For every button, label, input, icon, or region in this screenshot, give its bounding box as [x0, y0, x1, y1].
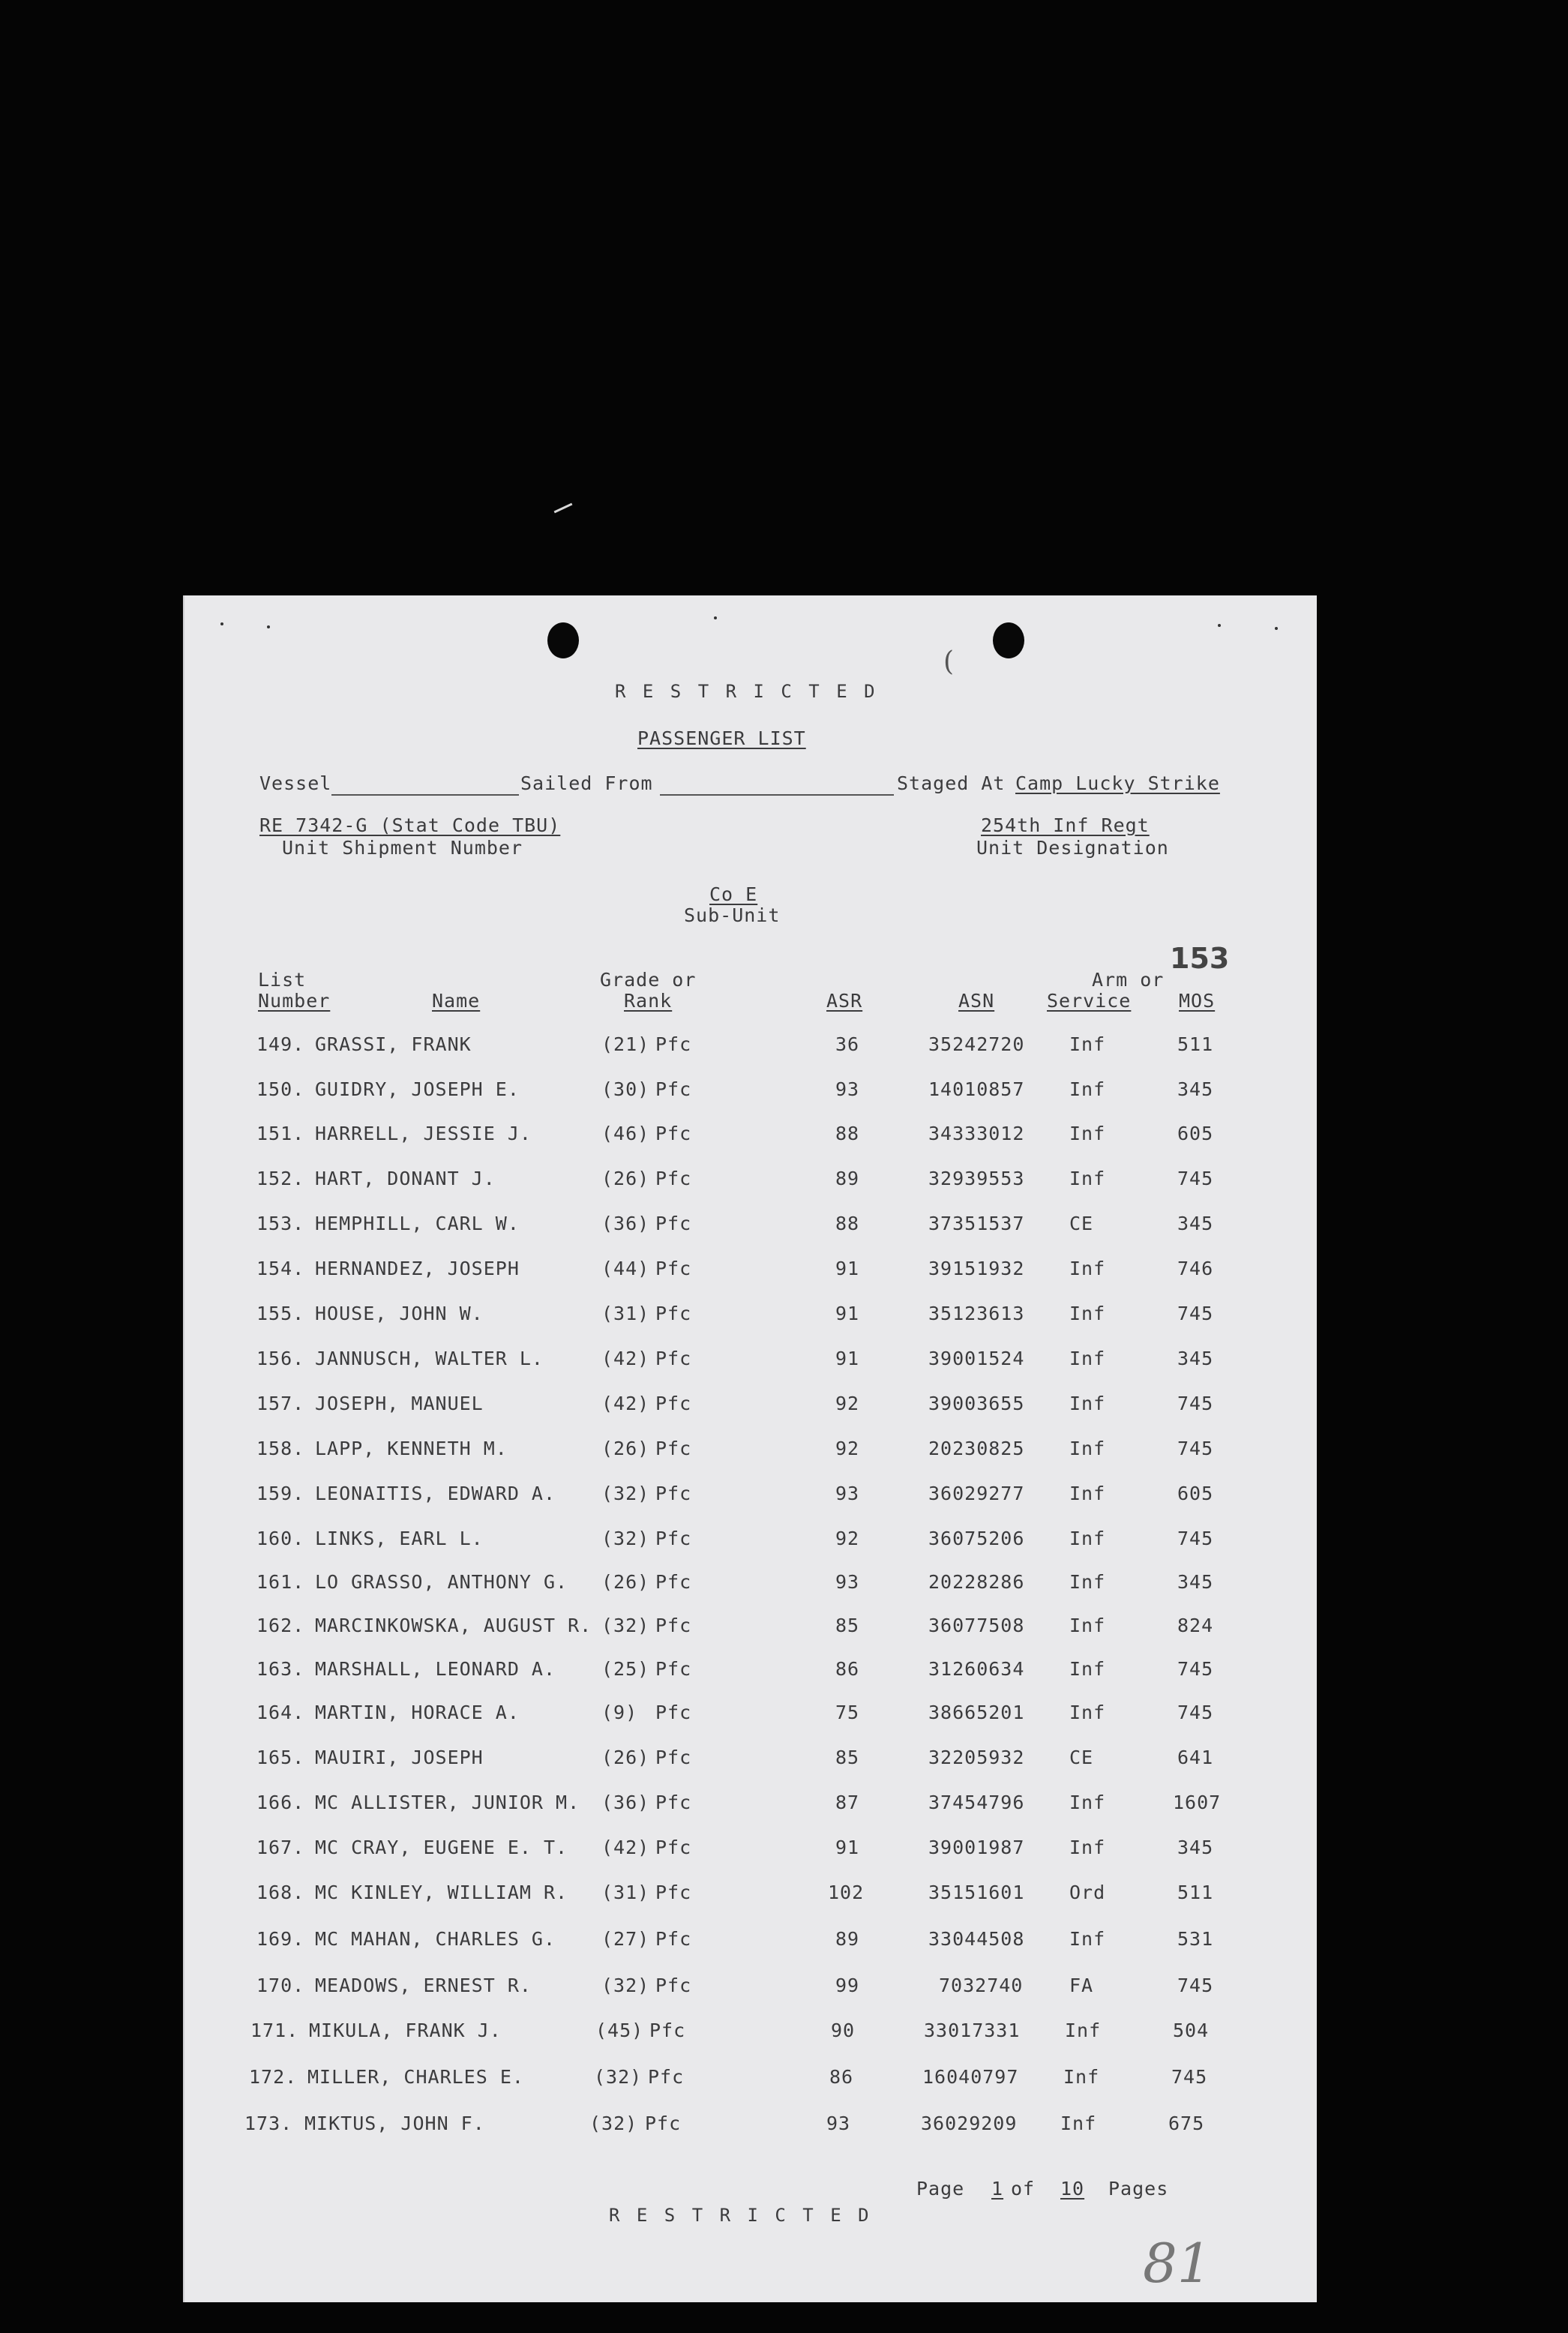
col-asr-label: ASR	[826, 990, 863, 1012]
age-code: (26)	[601, 1747, 650, 1768]
table-row	[184, 1882, 1317, 1919]
passenger-name: LAPP, KENNETH M.	[315, 1438, 508, 1459]
arm-of-service: Inf	[1060, 2113, 1097, 2134]
passenger-name: LINKS, EARL L.	[315, 1528, 484, 1549]
speck	[1275, 627, 1278, 630]
speck	[714, 616, 717, 619]
rank: Pfc	[655, 1528, 692, 1549]
age-code: (32)	[594, 2066, 643, 2088]
table-row	[184, 1483, 1317, 1520]
list-number: 166.	[256, 1792, 305, 1813]
mos-code: 745	[1177, 1303, 1214, 1324]
list-number: 162.	[256, 1615, 305, 1636]
pages-label: Pages	[1108, 2178, 1169, 2200]
rank: Pfc	[655, 1702, 692, 1723]
classification-footer: R E S T R I C T E D	[609, 2205, 872, 2226]
list-number: 172.	[249, 2066, 298, 2088]
arm-of-service: Inf	[1069, 1258, 1106, 1279]
list-number: 169.	[256, 1928, 305, 1950]
rank: Pfc	[655, 1571, 692, 1593]
col-grade-label-1: Grade or	[600, 969, 697, 991]
asr-score: 92	[835, 1393, 860, 1414]
sub-unit-label: Sub-Unit	[684, 904, 781, 926]
army-serial-number: 14010857	[928, 1078, 1025, 1100]
scanner-mark	[554, 503, 573, 514]
table-row	[184, 1258, 1317, 1295]
table-row	[184, 2020, 1317, 2057]
sailed-from-blank	[660, 794, 894, 796]
unit-designation-label: Unit Designation	[976, 837, 1169, 859]
unit-shipment-number: RE 7342-G (Stat Code TBU)	[259, 814, 561, 836]
mos-code: 345	[1177, 1571, 1214, 1593]
rank: Pfc	[648, 2066, 685, 2088]
passenger-name: MIKTUS, JOHN F.	[304, 2113, 485, 2134]
passenger-name: MIKULA, FRANK J.	[309, 2020, 502, 2041]
age-code: (32)	[589, 2113, 638, 2134]
asr-score: 89	[835, 1168, 860, 1189]
army-serial-number: 32939553	[928, 1168, 1025, 1189]
asr-score: 93	[835, 1571, 860, 1593]
list-number: 173.	[244, 2113, 293, 2134]
rank: Pfc	[655, 1123, 692, 1144]
rank: Pfc	[655, 1747, 692, 1768]
passenger-name: MARCINKOWSKA, AUGUST R.	[315, 1615, 592, 1636]
mos-code: 511	[1177, 1882, 1214, 1903]
rank: Pfc	[655, 1483, 692, 1504]
arm-of-service: Inf	[1063, 2066, 1100, 2088]
army-serial-number: 32205932	[928, 1747, 1025, 1768]
army-serial-number: 39001524	[928, 1348, 1025, 1369]
rank: Pfc	[649, 2020, 686, 2041]
army-serial-number: 31260634	[928, 1658, 1025, 1680]
rank: Pfc	[655, 1213, 692, 1234]
age-code: (30)	[601, 1078, 650, 1100]
arm-of-service: Inf	[1069, 1393, 1106, 1414]
army-serial-number: 39003655	[928, 1393, 1025, 1414]
rank: Pfc	[655, 1033, 692, 1055]
table-row	[184, 1348, 1317, 1385]
army-serial-number: 39001987	[928, 1837, 1025, 1858]
list-number: 170.	[256, 1975, 305, 1996]
speck	[267, 625, 270, 628]
col-list-label-1: List	[258, 969, 307, 991]
rank: Pfc	[655, 1393, 692, 1414]
table-row	[184, 1213, 1317, 1250]
speck	[220, 622, 223, 625]
mos-code: 605	[1177, 1483, 1214, 1504]
vessel-label: Vessel	[259, 772, 332, 794]
army-serial-number: 34333012	[928, 1123, 1025, 1144]
table-row	[184, 1928, 1317, 1966]
age-code: (31)	[601, 1303, 650, 1324]
army-serial-number: 37454796	[928, 1792, 1025, 1813]
rank: Pfc	[655, 1168, 692, 1189]
army-serial-number: 39151932	[928, 1258, 1025, 1279]
mos-code: 745	[1177, 1702, 1214, 1723]
arm-of-service: Ord	[1069, 1882, 1106, 1903]
army-serial-number: 16040797	[922, 2066, 1019, 2088]
passenger-name: MARSHALL, LEONARD A.	[315, 1658, 556, 1680]
list-number: 159.	[256, 1483, 305, 1504]
army-serial-number: 35123613	[928, 1303, 1025, 1324]
asr-score: 93	[826, 2113, 851, 2134]
passenger-name: MAUIRI, JOSEPH	[315, 1747, 484, 1768]
table-row	[184, 1658, 1317, 1696]
asr-score: 91	[835, 1303, 860, 1324]
passenger-name: MC MAHAN, CHARLES G.	[315, 1928, 556, 1950]
table-row	[184, 1528, 1317, 1565]
army-serial-number: 36029277	[928, 1483, 1025, 1504]
age-code: (32)	[601, 1483, 650, 1504]
asr-score: 93	[835, 1078, 860, 1100]
mos-code: 745	[1177, 1393, 1214, 1414]
list-number: 171.	[250, 2020, 299, 2041]
rank: Pfc	[655, 1658, 692, 1680]
stamp-number: 153	[1170, 942, 1230, 975]
mos-code: 745	[1177, 1658, 1214, 1680]
arm-of-service: Inf	[1069, 1928, 1106, 1950]
mos-code: 345	[1177, 1078, 1214, 1100]
sailed-from-label: Sailed From	[520, 772, 653, 794]
list-number: 163.	[256, 1658, 305, 1680]
table-row	[184, 2113, 1317, 2150]
asr-score: 93	[835, 1483, 860, 1504]
asr-score: 86	[829, 2066, 854, 2088]
asr-score: 89	[835, 1928, 860, 1950]
rank: Pfc	[655, 1303, 692, 1324]
unit-designation: 254th Inf Regt	[981, 814, 1150, 836]
list-number: 153.	[256, 1213, 305, 1234]
passenger-name: HART, DONANT J.	[315, 1168, 496, 1189]
mos-code: 504	[1173, 2020, 1210, 2041]
army-serial-number: 36077508	[928, 1615, 1025, 1636]
army-serial-number: 35242720	[928, 1033, 1025, 1055]
passenger-name: LO GRASSO, ANTHONY G.	[315, 1571, 568, 1593]
handwritten-number: 81	[1143, 2232, 1212, 2295]
passenger-name: MC CRAY, EUGENE E. T.	[315, 1837, 568, 1858]
army-serial-number: 33044508	[928, 1928, 1025, 1950]
army-serial-number: 20228286	[928, 1571, 1025, 1593]
table-row	[184, 2066, 1317, 2104]
mos-code: 641	[1177, 1747, 1214, 1768]
mos-code: 745	[1177, 1528, 1214, 1549]
table-row	[184, 1393, 1317, 1430]
passenger-name: JANNUSCH, WALTER L.	[315, 1348, 544, 1369]
arm-of-service: Inf	[1069, 1078, 1106, 1100]
table-row	[184, 1438, 1317, 1475]
list-number: 154.	[256, 1258, 305, 1279]
mos-code: 1607	[1173, 1792, 1222, 1813]
mos-code: 675	[1168, 2113, 1205, 2134]
mos-code: 531	[1177, 1928, 1214, 1950]
arm-of-service: Inf	[1069, 1438, 1106, 1459]
mos-code: 745	[1177, 1438, 1214, 1459]
list-number: 149.	[256, 1033, 305, 1055]
document-page	[183, 595, 1317, 2302]
age-code: (44)	[601, 1258, 650, 1279]
document-title: PASSENGER LIST	[637, 727, 806, 749]
total-pages: 10	[1060, 2178, 1085, 2200]
passenger-name: LEONAITIS, EDWARD A.	[315, 1483, 556, 1504]
page-label: Page	[916, 2178, 965, 2200]
rank: Pfc	[655, 1258, 692, 1279]
mos-code: 746	[1177, 1258, 1214, 1279]
passenger-name: MILLER, CHARLES E.	[307, 2066, 524, 2088]
arm-of-service: FA	[1069, 1975, 1094, 1996]
mos-code: 605	[1177, 1123, 1214, 1144]
sub-unit-value: Co E	[709, 883, 758, 905]
table-row	[184, 1615, 1317, 1652]
army-serial-number: 33017331	[924, 2020, 1021, 2041]
arm-of-service: Inf	[1069, 1615, 1106, 1636]
arm-of-service: CE	[1069, 1747, 1094, 1768]
list-number: 150.	[256, 1078, 305, 1100]
rank: Pfc	[655, 1975, 692, 1996]
mos-code: 824	[1177, 1615, 1214, 1636]
army-serial-number: 20230825	[928, 1438, 1025, 1459]
col-mos-label: MOS	[1179, 990, 1216, 1012]
mos-code: 745	[1177, 1975, 1214, 1996]
army-serial-number: 36029209	[921, 2113, 1018, 2134]
list-number: 157.	[256, 1393, 305, 1414]
list-number: 168.	[256, 1882, 305, 1903]
army-serial-number: 38665201	[928, 1702, 1025, 1723]
asr-score: 85	[835, 1747, 860, 1768]
classification-header: R E S T R I C T E D	[615, 681, 878, 702]
arm-of-service: Inf	[1069, 1303, 1106, 1324]
passenger-name: MEADOWS, ERNEST R.	[315, 1975, 532, 1996]
arm-of-service: Inf	[1069, 1348, 1106, 1369]
mos-code: 745	[1177, 1168, 1214, 1189]
mos-code: 345	[1177, 1348, 1214, 1369]
army-serial-number: 7032740	[939, 1975, 1024, 1996]
rank: Pfc	[655, 1438, 692, 1459]
list-number: 164.	[256, 1702, 305, 1723]
rank: Pfc	[655, 1792, 692, 1813]
arm-of-service: Inf	[1069, 1702, 1106, 1723]
passenger-name: HERNANDEZ, JOSEPH	[315, 1258, 520, 1279]
table-row	[184, 1747, 1317, 1784]
asr-score: 87	[835, 1792, 860, 1813]
age-code: (46)	[601, 1123, 650, 1144]
list-number: 165.	[256, 1747, 305, 1768]
age-code: (26)	[601, 1438, 650, 1459]
age-code: (42)	[601, 1393, 650, 1414]
col-asn-label: ASN	[958, 990, 995, 1012]
arm-of-service: Inf	[1069, 1123, 1106, 1144]
table-row	[184, 1303, 1317, 1340]
passenger-name: MARTIN, HORACE A.	[315, 1702, 520, 1723]
age-code: (32)	[601, 1975, 650, 1996]
age-code: (32)	[601, 1615, 650, 1636]
of-label: of	[1011, 2178, 1036, 2200]
unit-shipment-label: Unit Shipment Number	[282, 837, 523, 859]
age-code: (26)	[601, 1168, 650, 1189]
list-number: 160.	[256, 1528, 305, 1549]
vessel-blank	[331, 794, 519, 796]
speck	[1218, 624, 1221, 627]
asr-score: 91	[835, 1258, 860, 1279]
table-row	[184, 1078, 1317, 1116]
asr-score: 88	[835, 1213, 860, 1234]
list-number: 161.	[256, 1571, 305, 1593]
asr-score: 86	[835, 1658, 860, 1680]
passenger-name: JOSEPH, MANUEL	[315, 1393, 484, 1414]
table-row	[184, 1571, 1317, 1609]
rank: Pfc	[655, 1928, 692, 1950]
passenger-name: GUIDRY, JOSEPH E.	[315, 1078, 520, 1100]
passenger-name: HEMPHILL, CARL W.	[315, 1213, 520, 1234]
list-number: 152.	[256, 1168, 305, 1189]
arm-of-service: Inf	[1069, 1792, 1106, 1813]
punch-hole-right	[993, 622, 1024, 658]
staged-at-value: Camp Lucky Strike	[1015, 772, 1220, 794]
list-number: 156.	[256, 1348, 305, 1369]
army-serial-number: 37351537	[928, 1213, 1025, 1234]
age-code: (9)	[601, 1702, 638, 1723]
col-arm-label-1: Arm or	[1092, 969, 1165, 991]
passenger-name: MC ALLISTER, JUNIOR M.	[315, 1792, 580, 1813]
arm-of-service: Inf	[1069, 1571, 1106, 1593]
asr-score: 102	[828, 1882, 865, 1903]
table-row	[184, 1792, 1317, 1829]
arm-of-service: CE	[1069, 1213, 1094, 1234]
rank: Pfc	[655, 1615, 692, 1636]
passenger-name: MC KINLEY, WILLIAM R.	[315, 1882, 568, 1903]
passenger-name: HOUSE, JOHN W.	[315, 1303, 484, 1324]
age-code: (32)	[601, 1528, 650, 1549]
passenger-name: GRASSI, FRANK	[315, 1033, 472, 1055]
asr-score: 92	[835, 1438, 860, 1459]
age-code: (25)	[601, 1658, 650, 1680]
army-serial-number: 35151601	[928, 1882, 1025, 1903]
age-code: (26)	[601, 1571, 650, 1593]
asr-score: 99	[835, 1975, 860, 1996]
arm-of-service: Inf	[1069, 1168, 1106, 1189]
punch-hole-left	[547, 622, 579, 658]
staged-at-label: Staged At	[897, 772, 1006, 794]
age-code: (36)	[601, 1213, 650, 1234]
age-code: (42)	[601, 1837, 650, 1858]
col-name-label: Name	[432, 990, 481, 1012]
passenger-name: HARRELL, JESSIE J.	[315, 1123, 532, 1144]
asr-score: 92	[835, 1528, 860, 1549]
table-row	[184, 1975, 1317, 2012]
list-number: 151.	[256, 1123, 305, 1144]
asr-score: 90	[831, 2020, 856, 2041]
table-row	[184, 1702, 1317, 1739]
mos-code: 511	[1177, 1033, 1214, 1055]
arm-of-service: Inf	[1069, 1033, 1106, 1055]
table-row	[184, 1168, 1317, 1205]
table-row	[184, 1033, 1317, 1071]
arm-of-service: Inf	[1065, 2020, 1102, 2041]
list-number: 167.	[256, 1837, 305, 1858]
rank: Pfc	[645, 2113, 682, 2134]
arm-of-service: Inf	[1069, 1483, 1106, 1504]
rank: Pfc	[655, 1348, 692, 1369]
arm-of-service: Inf	[1069, 1658, 1106, 1680]
table-row	[184, 1123, 1317, 1160]
arm-of-service: Inf	[1069, 1528, 1106, 1549]
age-code: (27)	[601, 1928, 650, 1950]
age-code: (36)	[601, 1792, 650, 1813]
handwritten-mark: (	[943, 646, 955, 677]
col-list-label-2: Number	[258, 990, 331, 1012]
table-row	[184, 1837, 1317, 1874]
col-grade-label-2: Rank	[624, 990, 673, 1012]
list-number: 158.	[256, 1438, 305, 1459]
asr-score: 36	[835, 1033, 860, 1055]
asr-score: 91	[835, 1348, 860, 1369]
asr-score: 88	[835, 1123, 860, 1144]
asr-score: 75	[835, 1702, 860, 1723]
age-code: (42)	[601, 1348, 650, 1369]
age-code: (21)	[601, 1033, 650, 1055]
rank: Pfc	[655, 1882, 692, 1903]
page-number: 1	[991, 2178, 1004, 2200]
col-arm-label-2: Service	[1047, 990, 1132, 1012]
arm-of-service: Inf	[1069, 1837, 1106, 1858]
mos-code: 345	[1177, 1213, 1214, 1234]
age-code: (31)	[601, 1882, 650, 1903]
asr-score: 85	[835, 1615, 860, 1636]
army-serial-number: 36075206	[928, 1528, 1025, 1549]
asr-score: 91	[835, 1837, 860, 1858]
mos-code: 745	[1171, 2066, 1208, 2088]
mos-code: 345	[1177, 1837, 1214, 1858]
rank: Pfc	[655, 1078, 692, 1100]
list-number: 155.	[256, 1303, 305, 1324]
rank: Pfc	[655, 1837, 692, 1858]
age-code: (45)	[595, 2020, 644, 2041]
